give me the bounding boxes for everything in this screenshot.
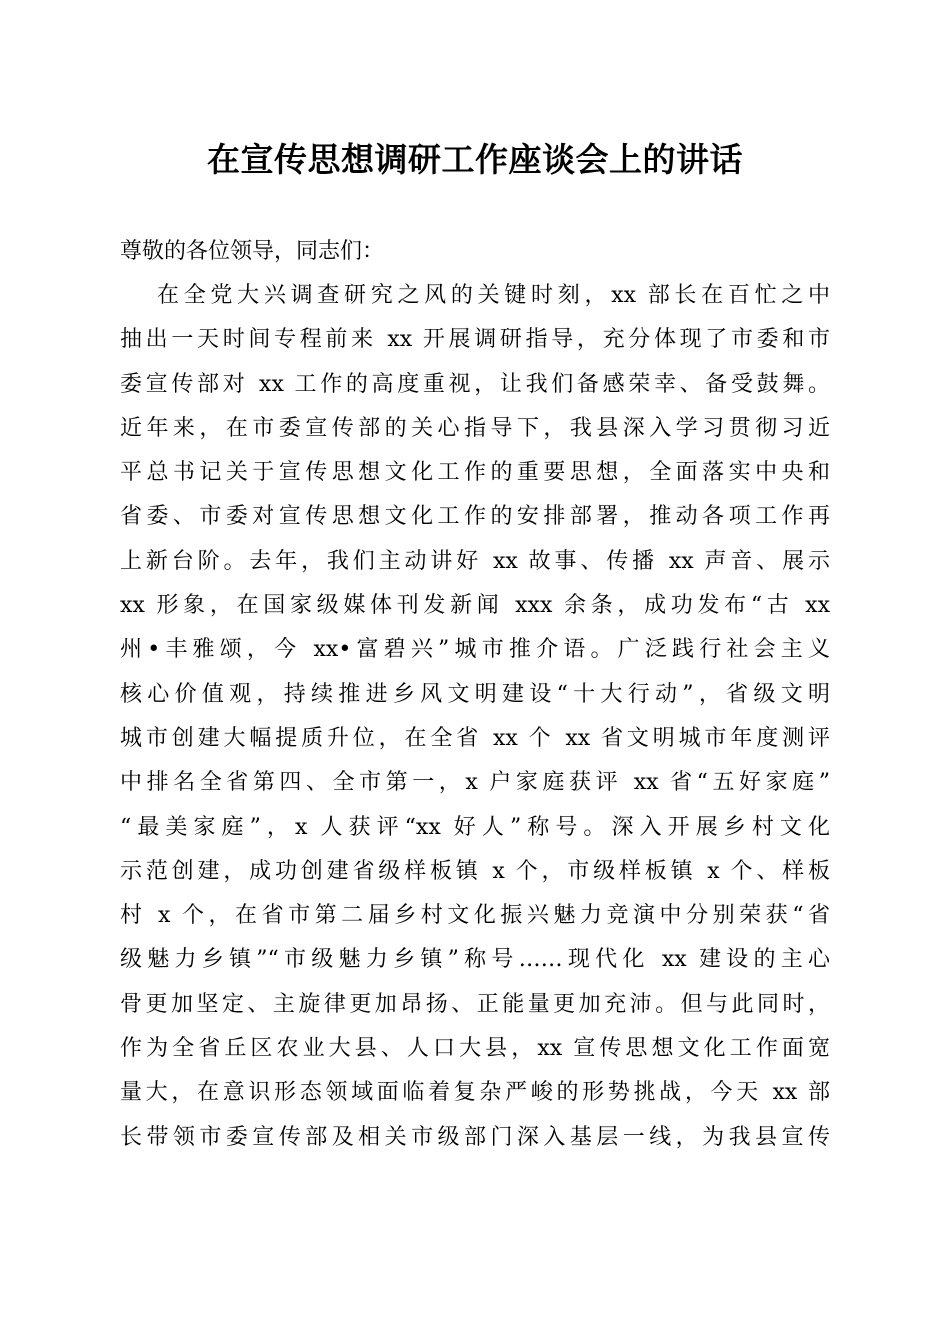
text-line: 示范创建，成功创建省级样板镇 x 个，市级样板镇 x 个、样板 [120,858,830,884]
text-line: 省委、市委对宣传思想文化工作的安排部署，推动各项工作再 [120,504,830,530]
text-line: 级魅力乡镇”“市级魅力乡镇”称号……现代化 xx 建设的主心 [120,947,830,973]
text-line: 作为全省丘区农业大县、人口大县，xx 宣传思想文化工作面宽 [120,1036,830,1062]
text-line: 骨更加坚定、主旋律更加昂扬、正能量更加充沛。但与此同时， [120,991,830,1017]
text-line: 在全党大兴调查研究之风的关键时刻，xx 部长在百忙之中 [157,283,830,308]
text-line: 长带领市委宣传部及相关市级部门深入基层一线，为我县宣传 [120,1124,830,1150]
text-line: 平总书记关于宣传思想文化工作的重要思想，全面落实中央和 [120,460,830,486]
text-line: 中排名全省第四、全市第一，x 户家庭获评 xx 省“五好家庭” [120,770,830,796]
text-line: 委宣传部对 xx 工作的高度重视，让我们备感荣幸、备受鼓舞。 [120,371,830,397]
greeting: 尊敬的各位领导，同志们： [120,239,385,264]
text-line: 量大，在意识形态领域面临着复杂严峻的形势挑战，今天 xx 部 [120,1080,830,1106]
text-line: 州•丰雅颂，今 xx•富碧兴”城市推介语。广泛践行社会主义 [120,637,830,663]
page-title: 在宣传思想调研工作座谈会上的讲话 [207,140,743,179]
text-line: 上新台阶。去年，我们主动讲好 xx 故事、传播 xx 声音、展示 [120,548,830,574]
text-line: 城市创建大幅提质升位，在全省 xx 个 xx 省文明城市年度测评 [120,725,830,751]
text-line: xx 形象，在国家级媒体刊发新闻 xxx 余条，成功发布“古 xx [120,593,830,619]
body-text [120,274,830,1160]
text-line: 近年来，在市委宣传部的关心指导下，我县深入学习贯彻习近 [120,415,830,441]
text-line: 核心价值观，持续推进乡风文明建设“十大行动”，省级文明 [120,681,830,707]
text-line: “最美家庭”，x 人获评“xx 好人”称号。深入开展乡村文化 [120,814,830,840]
text-line: 村 x 个，在省市第二届乡村文化振兴魅力竞演中分别荣获“省 [120,903,830,929]
text-line: 抽出一天时间专程前来 xx 开展调研指导，充分体现了市委和市 [120,327,830,353]
